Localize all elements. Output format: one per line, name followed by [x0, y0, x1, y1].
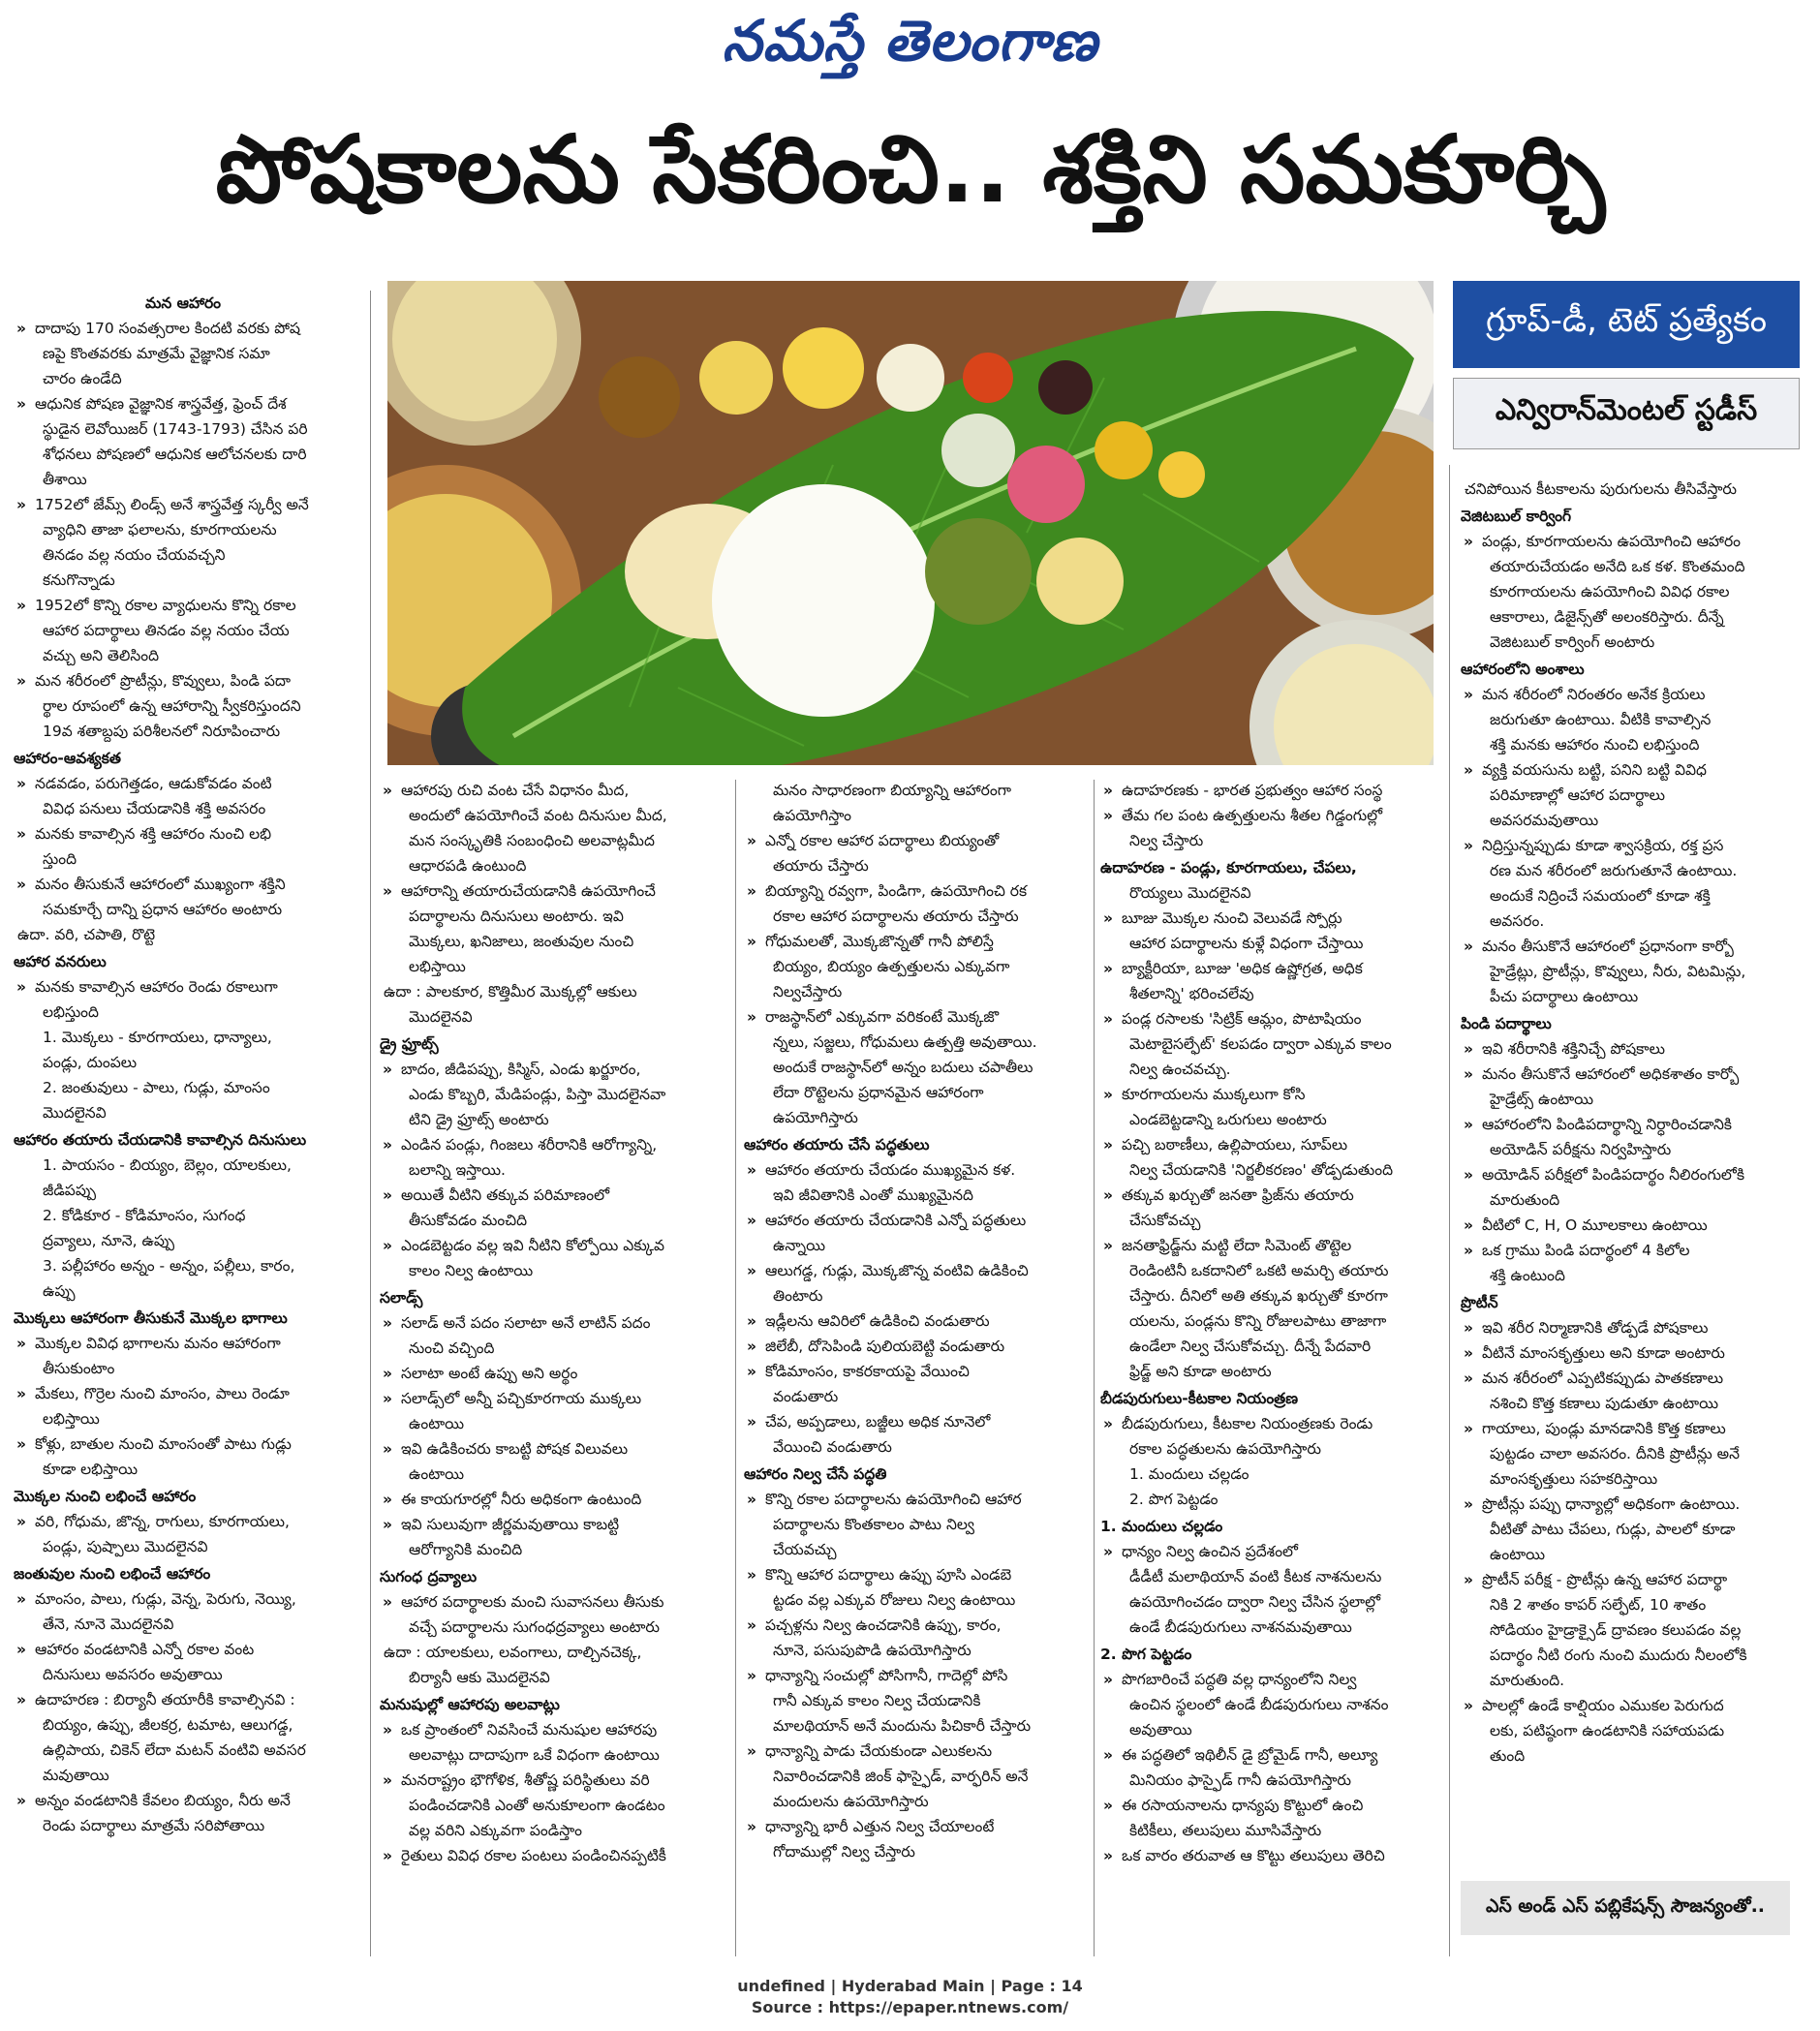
bullet-point: » ఆహారపు రుచి వంట చేసే విధానం మీద,: [380, 778, 726, 803]
body-text-line: పుట్టడం చాలా అవసరం. దీనికి ప్రొటీన్లు అనే: [1490, 1445, 1740, 1462]
body-text-line: మొదలైనవి: [409, 1008, 473, 1026]
body-text-line: రణ మన శరీరంలో జరుగుతూనే ఉంటాయి.: [1490, 862, 1738, 879]
body-text-line: ఉండే బీడపురుగులు నాశనమవుతాయి: [1129, 1618, 1352, 1636]
body-text-line: 1. మందులు చల్లడం: [1129, 1465, 1249, 1483]
section-heading: జంతువుల నుంచి లభించే ఆహారం: [14, 1565, 211, 1583]
bullet-point: » నిద్రిస్తున్నప్పుడు కూడా శ్వాసక్రియ, రక్త ప్రస: [1461, 833, 1805, 858]
body-text-line: ట్టడం వల్ల ఎక్కువ రోజులు నిల్వ ఉంటాయి: [773, 1591, 1016, 1609]
food-photo: [387, 281, 1434, 765]
body-text-line: లభిస్తుంది: [43, 1003, 99, 1021]
body-text-line: యలను, పండ్లను కొన్ని రోజులపాటు తాజాగా: [1129, 1312, 1387, 1330]
section-heading: డ్రై ఫ్రూట్స్: [380, 1035, 439, 1053]
body-text-line: ఫ్రిడ్జ్ అని కూడా అంటారు: [1129, 1363, 1272, 1380]
bullet-point: » నడవడం, పరుగెత్తడం, ఆడుకోవడం వంటి: [14, 771, 353, 796]
body-text-line: నిల్వచేస్తారు: [773, 983, 843, 1000]
body-text-line: కూరగాయలను ఉపయోగించి వివిధ రకాల: [1490, 583, 1730, 600]
body-text-line: బిర్యానీ ఆకు మొదలైనవి: [409, 1669, 550, 1686]
body-text-line: అవసరం.: [1490, 912, 1545, 930]
bullet-point: » కోడిమాంసం, కాకరకాయపై వేయించి: [744, 1359, 1091, 1384]
bullet-point: » ఈ కాయగూరల్లో నీరు అధికంగా ఉంటుంది: [380, 1487, 726, 1512]
body-text-line: పండ్లు, పుష్పాలు మొదలైనవి: [43, 1538, 208, 1555]
body-text-line: ఆకారాలు, డిజైన్స్‌తో అలంకరిస్తారు. దీన్నే: [1490, 608, 1724, 626]
bullet-point: » ఆహారాన్ని తయారుచేయడానికి ఉపయోగించే: [380, 878, 726, 904]
body-text-line: మన సంస్కృతికి సంబంధించి అలవాట్లమీద: [409, 832, 655, 849]
body-text-line: ఆరోగ్యానికి మంచిది: [409, 1541, 523, 1558]
environmental-studies-tag: ఎన్విరాన్‌మెంటల్ స్టడీస్: [1453, 378, 1800, 449]
body-text-line: తయారు చేస్తారు: [773, 857, 869, 875]
body-text-line: 1. పాయసం - బియ్యం, బెల్లం, యాలకులు,: [43, 1156, 292, 1174]
article-column-2: [380, 778, 726, 1868]
body-text-line: తేనె, నూనె మొదలైనవి: [43, 1616, 174, 1633]
body-text-line: జీడిపప్పు: [43, 1182, 97, 1199]
body-text-line: తయారుచేయడం అనేది ఒక కళ. కొంతమంది: [1490, 558, 1745, 575]
group-d-tet-special-tag: గ్రూప్-డీ, టెట్ ప్రత్యేకం: [1453, 281, 1800, 368]
bullet-point: » రైతులు వివిధ రకాల పంటలు పండించినప్పటికీ: [380, 1843, 726, 1868]
bullet-point: » ఎండిన పండ్లు, గింజలు శరీరానికి ఆరోగ్యాన్ని,: [380, 1132, 726, 1157]
body-text-line: లభిస్తాయి: [409, 958, 466, 975]
section-heading: సలాడ్స్: [380, 1289, 423, 1307]
body-text-line: కాలం నిల్వ ఉంటాయి: [409, 1262, 534, 1279]
bullet-point: » పండ్లు, కూరగాయలను ఉపయోగించి ఆహారం: [1461, 529, 1805, 554]
body-text-line: దినుసులు అవసరం అవుతాయి: [43, 1666, 223, 1683]
section-heading: ఆహార వనరులు: [14, 953, 107, 970]
bullet-point: » తేమ గల పంట ఉత్పత్తులను శీతల గిడ్డంగుల్లో: [1100, 803, 1439, 828]
section-heading: ఆహారం నిల్వ చేసే పద్ధతి: [744, 1465, 887, 1483]
body-text-line: బియ్యం, ఉప్పు, జీలకర్ర, టమాట, ఆలుగడ్డ,: [43, 1716, 293, 1734]
bullet-point: » 1752లో జేమ్స్ లిండ్స్ అనే శాస్త్రవేత్త స్కర్వీ అనే: [14, 492, 353, 517]
section-heading: వెజిటబుల్ కార్వింగ్: [1461, 508, 1571, 525]
body-text-line: ఉదా. వరి, చపాతి, రొట్టె: [17, 926, 156, 943]
body-text-line: 1. మొక్కలు - కూరగాయలు, ధాన్యాలు,: [43, 1029, 272, 1046]
body-text-line: అవసరమవుతాయి: [1490, 812, 1599, 829]
body-text-line: న్నలు, సజ్జలు, గోధుమలు ఉత్పత్తి అవుతాయి.: [773, 1033, 1037, 1051]
body-text-line: అందుకే రాజస్థాన్‌లో అన్నం బదులు చపాతీలు: [773, 1059, 1033, 1076]
body-text-line: మినియం ఫాస్ఫైడ్ గానీ ఉపయోగిస్తారు: [1129, 1771, 1351, 1789]
bullet-point: » ధాన్యం నిల్వ ఉంచిన ప్రదేశంలో: [1100, 1539, 1439, 1564]
bullet-point: » బీడపురుగులు, కీటకాల నియంత్రణకు రెండు: [1100, 1411, 1439, 1436]
body-text-line: తింటారు: [773, 1287, 823, 1305]
body-text-line: చేయవచ్చు: [773, 1541, 837, 1558]
bullet-point: » మన శరీరంలో నిరంతరం అనేక క్రియలు: [1461, 682, 1805, 707]
bullet-point: » మనం తీసుకొనే ఆహారంలో అధికశాతం కార్బో: [1461, 1062, 1805, 1087]
bullet-point: » బ్యాక్టీరియా, బూజు 'అధిక ఉష్ణోగ్రత, అధిక: [1100, 956, 1439, 981]
bullet-point: » గోధుమలతో, మొక్కజొన్నతో గానీ పోలిస్తే: [744, 929, 1091, 954]
body-text-line: ర్థాల రూపంలో ఉన్న ఆహారాన్ని స్వీకరిస్తుందని: [43, 697, 301, 715]
body-text-line: అలవాట్లు దాదాపుగా ఒకే విధంగా ఉంటాయి: [409, 1746, 660, 1764]
section-heading: ఆహారం తయారు చేయడానికి కావాల్సిన దినుసులు: [14, 1131, 307, 1149]
body-text-line: 3. పల్లీహారం అన్నం - అన్నం, పల్లీలు, కారం,: [43, 1257, 295, 1275]
bullet-point: » రాజస్థాన్‌లో ఎక్కువగా వరికంటే మొక్కజొ: [744, 1004, 1091, 1030]
column-divider: [1449, 465, 1450, 1956]
body-text-line: నిల్వ చేయడానికి 'నిర్జలీకరణం' తోడ్పడుతుంది: [1129, 1161, 1394, 1179]
body-text-line: ఉల్లిపాయ, చికెన్ లేదా మటన్ వంటివి అవసర: [43, 1741, 306, 1759]
body-text-line: వెజిటబుల్ కార్వింగ్ అంటారు: [1490, 633, 1655, 651]
section-heading: ఆహారం తయారు చేసే పద్ధతులు: [744, 1136, 930, 1154]
source-link[interactable]: Source : https://epaper.ntnews.com/: [751, 1998, 1069, 2016]
body-text-line: లకు, పటిష్ఠంగా ఉండటానికి సహాయపడు: [1490, 1722, 1725, 1739]
page-headline: పోషకాలను సేకరించి.. శక్తిని సమకూర్చి: [215, 115, 1606, 224]
bullet-point: » ఒక వారం తరువాత ఆ కొట్టు తలుపులు తెరిచి: [1100, 1843, 1439, 1868]
bullet-point: » పొగబారించే పద్ధతి వల్ల ధాన్యంలోని నిల్వ: [1100, 1667, 1439, 1692]
bullet-point: » బాదం, జీడిపప్పు, కిస్మిస్, ఎండు ఖర్జూరం,: [380, 1057, 726, 1082]
bullet-point: » 1952లో కొన్ని రకాల వ్యాధులను కొన్ని రకాల: [14, 593, 353, 618]
bullet-point: » సలాడ్ అనే పదం సలాటా అనే లాటిన్ పదం: [380, 1310, 726, 1336]
body-text-line: శక్తి మనకు ఆహారం నుంచి లభిస్తుంది: [1490, 736, 1700, 754]
body-text-line: బలాన్ని ఇస్తాయి.: [409, 1161, 506, 1179]
bullet-point: » మనం తీసుకొనే ఆహారంలో ప్రధానంగా కార్బో: [1461, 934, 1805, 959]
bullet-point: » దాదాపు 170 సంవత్సరాల కిందటి వరకు పోష: [14, 316, 353, 341]
body-text-line: రకాల పద్ధతులను ఉపయోగిస్తారు: [1129, 1440, 1321, 1458]
bullet-point: » ధాన్యాన్ని సంచుల్లో పోసిగానీ, గాదెల్లో పోసి: [744, 1663, 1091, 1688]
body-text-line: రెండింటినీ ఒకదానిలో ఒకటి అమర్చి తయారు: [1129, 1262, 1389, 1279]
bullet-point: » మనకు కావాల్సిన ఆహారం రెండు రకాలుగా: [14, 974, 353, 1000]
section-heading: 1. మందులు చల్లడం: [1100, 1518, 1223, 1535]
bullet-point: » ఇవి శరీరానికి శక్తినిచ్చే పోషకాలు: [1461, 1036, 1805, 1062]
body-text-line: ఉండేలా నిల్వ చేసుకోవచ్చు. దీన్నే పేదవారి: [1129, 1338, 1372, 1355]
bullet-point: » ఉదాహరణకు - భారత ప్రభుత్వం ఆహార సంస్థ: [1100, 778, 1439, 803]
section-heading: పిండి పదార్థాలు: [1461, 1015, 1552, 1032]
bullet-point: » ప్రొటీన్లు పప్పు ధాన్యాల్లో అధికంగా ఉంటాయి.: [1461, 1492, 1805, 1517]
body-text-line: పదార్థాలను కొంతకాలం పాటు నిల్వ: [773, 1516, 974, 1533]
bullet-point: » చేప, అప్పడాలు, బజ్జీలు అధిక నూనెలో: [744, 1409, 1091, 1434]
body-text-line: 19వ శతాబ్దపు పరిశీలనలో నిరూపించారు: [43, 723, 281, 740]
body-text-line: శోధనలు పోషణలో ఆధునిక ఆలోచనలకు దారి: [43, 446, 307, 463]
body-text-line: 2. పొగ పెట్టడం: [1129, 1491, 1218, 1508]
body-text-line: ఉపయోగిస్తాం: [773, 807, 852, 824]
body-text-line: టిని డ్రై ఫ్రూట్స్ అంటారు: [409, 1111, 549, 1128]
body-text-line: పండించడానికి ఎంతో అనుకూలంగా ఉండటం: [409, 1797, 665, 1814]
body-text-line: నుంచి వచ్చింది: [409, 1339, 495, 1357]
body-text-line: సమకూర్చే దాన్ని ప్రధాన ఆహారం అంటారు: [43, 901, 283, 918]
body-text-line: మందులను ఉపయోగిస్తారు: [773, 1793, 929, 1810]
bullet-point: » సలాటా అంటే ఉప్పు అని అర్థం: [380, 1361, 726, 1386]
bullet-point: » పచ్చి బఠాణీలు, ఉల్లిపాయలు, సూప్‌లు: [1100, 1132, 1439, 1157]
body-text-line: కనుగొన్నాడు: [43, 571, 115, 589]
body-text-line: అయోడిన్ పరీక్షను నిర్వహిస్తారు: [1490, 1141, 1672, 1158]
bullet-point: » ఇవి శరీర నిర్మాణానికి తోడ్పడే పోషకాలు: [1461, 1315, 1805, 1340]
body-text-line: చారం ఉండేది: [43, 370, 122, 387]
body-text-line: ణపై కొంతవరకు మాత్రమే వైజ్ఞానిక సమా: [43, 345, 270, 362]
bullet-point: » ఆహారంలోని పిండిపదార్థాన్ని నిర్ధారించడానికి: [1461, 1112, 1805, 1137]
body-text-line: గోదాముల్లో నిల్వ చేస్తారు: [773, 1843, 915, 1861]
bullet-point: » ఒక గ్రాము పిండి పదార్థంలో 4 కిలోల: [1461, 1238, 1805, 1263]
bullet-point: » ధాన్యాన్ని భారీ ఎత్తున నిల్వ చేయాలంటే: [744, 1814, 1091, 1839]
body-text-line: శక్తి ఉంటుంది: [1490, 1267, 1565, 1284]
body-text-line: నిల్వ చేస్తారు: [1129, 832, 1204, 849]
body-text-line: ఉంటాయి: [1490, 1546, 1546, 1563]
body-text-line: పదార్థం నీటి రంగు నుంచి ముదురు నీలంలోకి: [1490, 1646, 1747, 1664]
body-text-line: కూడా లభిస్తాయి: [43, 1461, 139, 1478]
section-heading: మనుషుల్లో ఆహారపు అలవాట్లు: [380, 1696, 560, 1713]
bullet-point: » వరి, గోధుమ, జొన్న, రాగులు, కూరగాయలు,: [14, 1509, 353, 1534]
bullet-point: » మన శరీరంలో ఎప్పటికప్పుడు పాతకణాలు: [1461, 1366, 1805, 1391]
bullet-point: » కొన్ని ఆహార పదార్థాలు ఉప్పు పూసి ఎండబె: [744, 1562, 1091, 1587]
bullet-point: » ఇవి ఉడికించరు కాబట్టి పోషక విలువలు: [380, 1436, 726, 1462]
body-text-line: ఉంటాయి: [409, 1415, 465, 1432]
bullet-point: » ఈ పద్ధతిలో ఇథిలీన్ డై బ్రోమైడ్ గానీ, అల్యూ: [1100, 1742, 1439, 1768]
body-text-line: తీసుకుంటాం: [43, 1360, 115, 1377]
body-text-line: వచ్చే పదార్థాలను సుగంధద్రవ్యాలు అంటారు: [409, 1618, 660, 1636]
bullet-point: » ఆలుగడ్డ, గుడ్లు, మొక్కజొన్న వంటివి ఉడికించి: [744, 1258, 1091, 1283]
body-text-line: చనిపోయిన కీటకాలను పురుగులను తీసివేస్తారు: [1465, 480, 1737, 498]
body-text-line: తీశాయి: [43, 471, 87, 488]
body-text-line: అందులో ఉపయోగించే వంట దినుసుల మీద,: [409, 807, 667, 824]
bullet-point: » బూజు మొక్కల నుంచి వెలువడే స్పోర్లు: [1100, 906, 1439, 931]
bullet-point: » ఒక ప్రాంతంలో నివసించే మనుషుల ఆహారపు: [380, 1717, 726, 1742]
body-text-line: ఉదా : పాలకూర, కొత్తిమీర మొక్కల్లో ఆకులు: [384, 983, 637, 1000]
body-text-line: ఆధారపడి ఉంటుంది: [409, 857, 527, 875]
column-divider: [735, 780, 736, 1956]
bullet-point: » అన్నం వండటానికి కేవలం బియ్యం, నీరు అనే: [14, 1788, 353, 1813]
body-text-line: నివారించడానికి జింక్ ఫాస్ఫైడ్, వార్ఫరిన్ అనే: [773, 1768, 1029, 1785]
section-heading: మొక్కల నుంచి లభించే ఆహారం: [14, 1488, 197, 1505]
body-text-line: గానీ ఎక్కువ కాలం నిల్వ చేయడానికి: [773, 1692, 981, 1709]
bullet-point: » పండ్ల రసాలకు 'సిట్రిక్ ఆమ్లం, పొటాషియం: [1100, 1006, 1439, 1031]
body-text-line: పండ్లు, దుంపలు: [43, 1054, 138, 1071]
body-text-line: మొదలైనవి: [43, 1104, 107, 1122]
body-text-line: లేదా రొట్టెలను ప్రధానమైన ఆహారంగా: [773, 1084, 984, 1101]
bullet-point: » తక్కువ ఖర్చుతో జనతా ఫ్రిజ్‌ను తయారు: [1100, 1183, 1439, 1208]
body-text-line: చేస్తారు. దీనిలో అతి తక్కువ ఖర్చుతో కూరగా: [1129, 1287, 1388, 1305]
body-text-line: 2. జంతువులు - పాలు, గుడ్లు, మాంసం: [43, 1079, 270, 1096]
body-text-line: పదార్థాలను దినుసులు అంటారు. ఇవి: [409, 908, 624, 925]
banana-leaf-meal-image: [387, 281, 1434, 765]
body-text-line: తీసుకోవడం మంచిది: [409, 1212, 528, 1229]
bullet-point: » పచ్చళ్లను నిల్వ ఉంచడానికి ఉప్పు, కారం,: [744, 1613, 1091, 1638]
body-text-line: హైడ్రేట్స్ ఉంటాయి: [1490, 1091, 1594, 1108]
section-heading: మన ఆహారం: [144, 294, 222, 312]
body-text-line: ఆహార పదార్థాలను కుళ్లే విధంగా చేస్తాయి: [1129, 935, 1364, 952]
body-text-line: రెండు పదార్థాలు మాత్రమే సరిపోతాయి: [43, 1817, 265, 1834]
bullet-point: » మనం తీసుకునే ఆహారంలో ముఖ్యంగా శక్తిని: [14, 872, 353, 897]
bullet-point: » మొక్కల వివిధ భాగాలను మనం ఆహారంగా: [14, 1331, 353, 1356]
body-text-line: ఎండబెట్టడాన్ని ఒరుగులు అంటారు: [1129, 1111, 1327, 1128]
body-text-line: మారుతుంది: [1490, 1191, 1560, 1209]
bullet-point: » ఆహారం తయారు చేయడానికి ఎన్నో పద్ధతులు: [744, 1208, 1091, 1233]
body-text-line: మొక్కలు, ఖనిజాలు, జంతువుల నుంచి: [409, 933, 634, 950]
section-heading: సుగంధ ద్రవ్యాలు: [380, 1568, 478, 1585]
body-text-line: నిల్వ ఉంచవచ్చు.: [1129, 1061, 1231, 1078]
bullet-point: » ఉదాహరణ : బిర్యానీ తయారీకి కావాల్సినవి :: [14, 1687, 353, 1712]
body-text-line: నికి 2 శాతం కాపర్ సల్ఫేట్, 10 శాతం: [1490, 1596, 1707, 1614]
body-text-line: వేయించి వండుతారు: [773, 1438, 892, 1456]
bullet-point: » గాయాలు, పుండ్లు మానడానికి కొత్త కణాలు: [1461, 1416, 1805, 1441]
bullet-point: » కూరగాయలను ముక్కలుగా కోసి: [1100, 1082, 1439, 1107]
body-text-line: అవుతాయి: [1129, 1721, 1192, 1739]
body-text-line: తుంది: [1490, 1747, 1526, 1765]
masthead-logo: నమస్తే తెలంగాణ: [722, 8, 1098, 74]
body-text-line: వివిధ పనులు చేయడానికి శక్తి అవసరం: [43, 800, 266, 817]
body-text-line: ఆహార పదార్థాలు తినడం వల్ల నయం చేయ: [43, 622, 290, 639]
body-text-line: మారుతుంది.: [1490, 1672, 1565, 1689]
bullet-point: » జిలేబీ, దోసెపిండి పులియబెట్టి వండుతారు: [744, 1334, 1091, 1359]
bullet-point: » ఆధునిక పోషణ వైజ్ఞానిక శాస్త్రవేత్త, ఫ్రెంచ్ దేశ: [14, 391, 353, 416]
section-heading: ఆహారం-ఆవశ్యకత: [14, 750, 121, 767]
body-text-line: కిటికీలు, తలుపులు మూసివేస్తారు: [1129, 1822, 1322, 1839]
section-heading: ఆహారంలోని అంశాలు: [1461, 661, 1585, 678]
bullet-point: » అయోడిన్ పరీక్షలో పిండిపదార్థం నీలిరంగులోకి: [1461, 1162, 1805, 1187]
column-divider: [370, 291, 371, 1956]
body-text-line: ఎండు కొబ్బరి, మేడిపండ్లు, పిస్తా మొదలైనవా: [409, 1086, 666, 1103]
body-text-line: వండుతారు: [773, 1388, 839, 1405]
body-text-line: స్థుడైన లెవోయిజర్ (1743-1793) చేసిన పరి: [43, 420, 308, 438]
body-text-line: ఉంటాయి: [409, 1465, 465, 1483]
body-text-line: జరుగుతూ ఉంటాయి. వీటికి కావాల్సిన: [1490, 711, 1712, 728]
body-text-line: మవుతాయి: [43, 1767, 109, 1784]
body-text-line: మాంసకృత్తులు సహకరిస్తాయి: [1490, 1470, 1658, 1488]
body-text-line: ఉపయోగించడం ద్వారా నిల్వ చేసిన స్థలాల్లో: [1129, 1593, 1381, 1611]
bullet-point: » ఆహారం తయారు చేయడం ముఖ్యమైన కళ.: [744, 1157, 1091, 1183]
body-text-line: ఉన్నాయి: [773, 1237, 826, 1254]
bullet-point: » వ్యక్తి వయసును బట్టి, పనిని బట్టి వివిధ: [1461, 757, 1805, 783]
body-text-line: వీటితో పాటు చేపలు, గుడ్లు, పాలలో కూడా: [1490, 1521, 1736, 1538]
body-text-line: చేసుకోవచ్చు: [1129, 1212, 1201, 1229]
publisher-credit: ఎస్ అండ్ ఎస్ పబ్లికేషన్స్ సౌజన్యంతో..: [1461, 1881, 1790, 1935]
body-text-line: మెటాబైసల్ఫేట్' కలపడం ద్వారా ఎక్కువ కాలం: [1129, 1035, 1392, 1053]
body-text-line: నూనె, పసుపుపొడి ఉపయోగిస్తారు: [773, 1642, 972, 1659]
body-text-line: మనం సాధారణంగా బియ్యాన్ని ఆహారంగా: [773, 782, 1011, 799]
section-heading: మొక్కలు ఆహారంగా తీసుకునే మొక్కల భాగాలు: [14, 1309, 288, 1327]
bullet-point: » వీటినే మాంసకృత్తులు అని కూడా అంటారు: [1461, 1340, 1805, 1366]
bullet-point: » పాలల్లో ఉండే కాల్షియం ఎముకల పెరుగుద: [1461, 1693, 1805, 1718]
body-text-line: హైడ్రేట్లు, ప్రొటీన్లు, కొవ్వులు, నీరు, విటమిన్లు,: [1490, 963, 1746, 980]
bullet-point: » మాంసం, పాలు, గుడ్లు, వెన్న, పెరుగు, నెయ్యి,: [14, 1586, 353, 1612]
bullet-point: » బియ్యాన్ని రవ్వగా, పిండిగా, ఉపయోగించి రక: [744, 878, 1091, 904]
body-text-line: ద్రవ్యాలు, నూనె, ఉప్పు: [43, 1232, 175, 1249]
article-column-5: [1461, 477, 1805, 1769]
body-text-line: బియ్యం, బియ్యం ఉత్పత్తులను ఎక్కువగా: [773, 958, 1010, 975]
section-heading: ఉదాహరణ - పండ్లు, కూరగాయలు, చేపలు,: [1100, 859, 1357, 877]
section-heading: 2. పొగ పెట్టడం: [1100, 1646, 1192, 1663]
body-text-line: లభిస్తాయి: [43, 1410, 100, 1428]
body-text-line: నశించి కొత్త కణాలు పుడుతూ ఉంటాయి: [1490, 1395, 1718, 1412]
bullet-point: » ఇడ్లీలను ఆవిరిలో ఉడికించి వండుతారు: [744, 1308, 1091, 1334]
body-text-line: 2. కోడికూర - కోడిమాంసం, సుగంధ: [43, 1207, 246, 1224]
bullet-point: » జనతాఫ్రిడ్జ్‌ను మట్టి లేదా సిమెంట్ తొట్టెల: [1100, 1233, 1439, 1258]
edition-info: undefined | Hyderabad Main | Page : 14: [737, 1977, 1083, 1995]
bullet-point: » సలాడ్స్‌లో అన్నీ పచ్చికూరగాయ ముక్కలు: [380, 1386, 726, 1411]
body-text-line: ఉప్పు: [43, 1282, 76, 1300]
bullet-point: » ప్రొటీన్ పరీక్ష - ప్రొటీన్లు ఉన్న ఆహార పదార్థా: [1461, 1567, 1805, 1592]
body-text-line: అందుకే నిద్రించే సమయంలో కూడా శక్తి: [1490, 887, 1711, 905]
body-text-line: సోడియం హైడ్రాక్సైడ్ ద్రావణం కలుపడం వల్ల: [1490, 1621, 1742, 1639]
bullet-point: » ఎండబెట్టడం వల్ల ఇవి నీటిని కోల్పోయి ఎక్కువ: [380, 1233, 726, 1258]
body-text-line: ఉదా : యాలకులు, లవంగాలు, దాల్చినచెక్క,: [384, 1644, 642, 1661]
article-column-3: [744, 778, 1091, 1864]
body-text-line: వచ్చు అని తెలిసింది: [43, 647, 160, 664]
section-heading: ప్రొటీన్: [1461, 1294, 1498, 1311]
bullet-point: » వీటిలో C, H, O మూలకాలు ఉంటాయి: [1461, 1213, 1805, 1238]
section-heading: బీడపురుగులు-కీటకాల నియంత్రణ: [1100, 1390, 1299, 1407]
bullet-point: » ధాన్యాన్ని పాడు చేయకుండా ఎలుకలను: [744, 1739, 1091, 1764]
bullet-point: » మేకలు, గొర్రెల నుంచి మాంసం, పాలు రెండూ: [14, 1381, 353, 1406]
bullet-point: » మనరాష్ట్రం భౌగోళిక, శీతోష్ణ పరిస్థితులు వరి: [380, 1768, 726, 1793]
body-text-line: పీచు పదార్థాలు ఉంటాయి: [1490, 988, 1639, 1005]
bullet-point: » ఇవి సులువుగా జీర్ణమవుతాయి కాబట్టి: [380, 1512, 726, 1537]
body-text-line: రకాల ఆహార పదార్థాలను తయారు చేస్తారు: [773, 908, 1019, 925]
bullet-point: » ఆహారం వండటానికి ఎన్నో రకాల వంట: [14, 1637, 353, 1662]
body-text-line: మాలథియాన్ అనే మందును పిచికారీ చేస్తారు: [773, 1717, 1032, 1735]
body-text-line: తినడం వల్ల నయం చేయవచ్చని: [43, 546, 226, 564]
article-column-1: [14, 291, 353, 1838]
body-text-line: వల్ల వరిని ఎక్కువగా పండిస్తాం: [409, 1822, 582, 1839]
bullet-point: » కొన్ని రకాల పదార్థాలను ఉపయోగించి ఆహార: [744, 1487, 1091, 1512]
bullet-point: » మనకు కావాల్సిన శక్తి ఆహారం నుంచి లభి: [14, 821, 353, 846]
page-footer: [0, 1976, 1820, 2018]
body-text-line: డీడీటీ మలాథియాన్ వంటి కీటక నాశనులను: [1129, 1568, 1382, 1585]
column-divider: [1094, 780, 1095, 1956]
body-text-line: స్తుంది: [43, 850, 77, 868]
body-text-line: వ్యాధిని తాజా ఫలాలను, కూరగాయలను: [43, 521, 277, 539]
body-text-line: శీతలాన్ని' భరించలేవు: [1129, 985, 1254, 1002]
body-text-line: రొయ్యలు మొదలైనవి: [1129, 884, 1251, 902]
body-text-line: పరిమాణాల్లో ఆహార పదార్థాలు: [1490, 786, 1666, 804]
bullet-point: » మన శరీరంలో ప్రొటీన్లు, కొవ్వులు, పిండి పదా: [14, 668, 353, 693]
bullet-point: » అయితే వీటిని తక్కువ పరిమాణంలో: [380, 1183, 726, 1208]
bullet-point: » కోళ్లు, బాతుల నుంచి మాంసంతో పాటు గుడ్లు: [14, 1431, 353, 1457]
body-text-line: ఇవి జీవితానికి ఎంతో ముఖ్యమైనది: [773, 1186, 973, 1204]
bullet-point: » ఎన్నో రకాల ఆహార పదార్థాలు బియ్యంతో: [744, 828, 1091, 853]
body-text-line: ఉపయోగిస్తారు: [773, 1109, 858, 1126]
body-text-line: ఉంచిన స్థలంలో ఉండే బీడపురుగులు నాశనం: [1129, 1696, 1389, 1713]
article-column-4: [1100, 778, 1439, 1868]
bullet-point: » ఆహార పదార్థాలకు మంచి సువాసనలు తీసుకు: [380, 1589, 726, 1615]
bullet-point: » ఈ రసాయనాలను ధాన్యపు కొట్టులో ఉంచి: [1100, 1793, 1439, 1818]
